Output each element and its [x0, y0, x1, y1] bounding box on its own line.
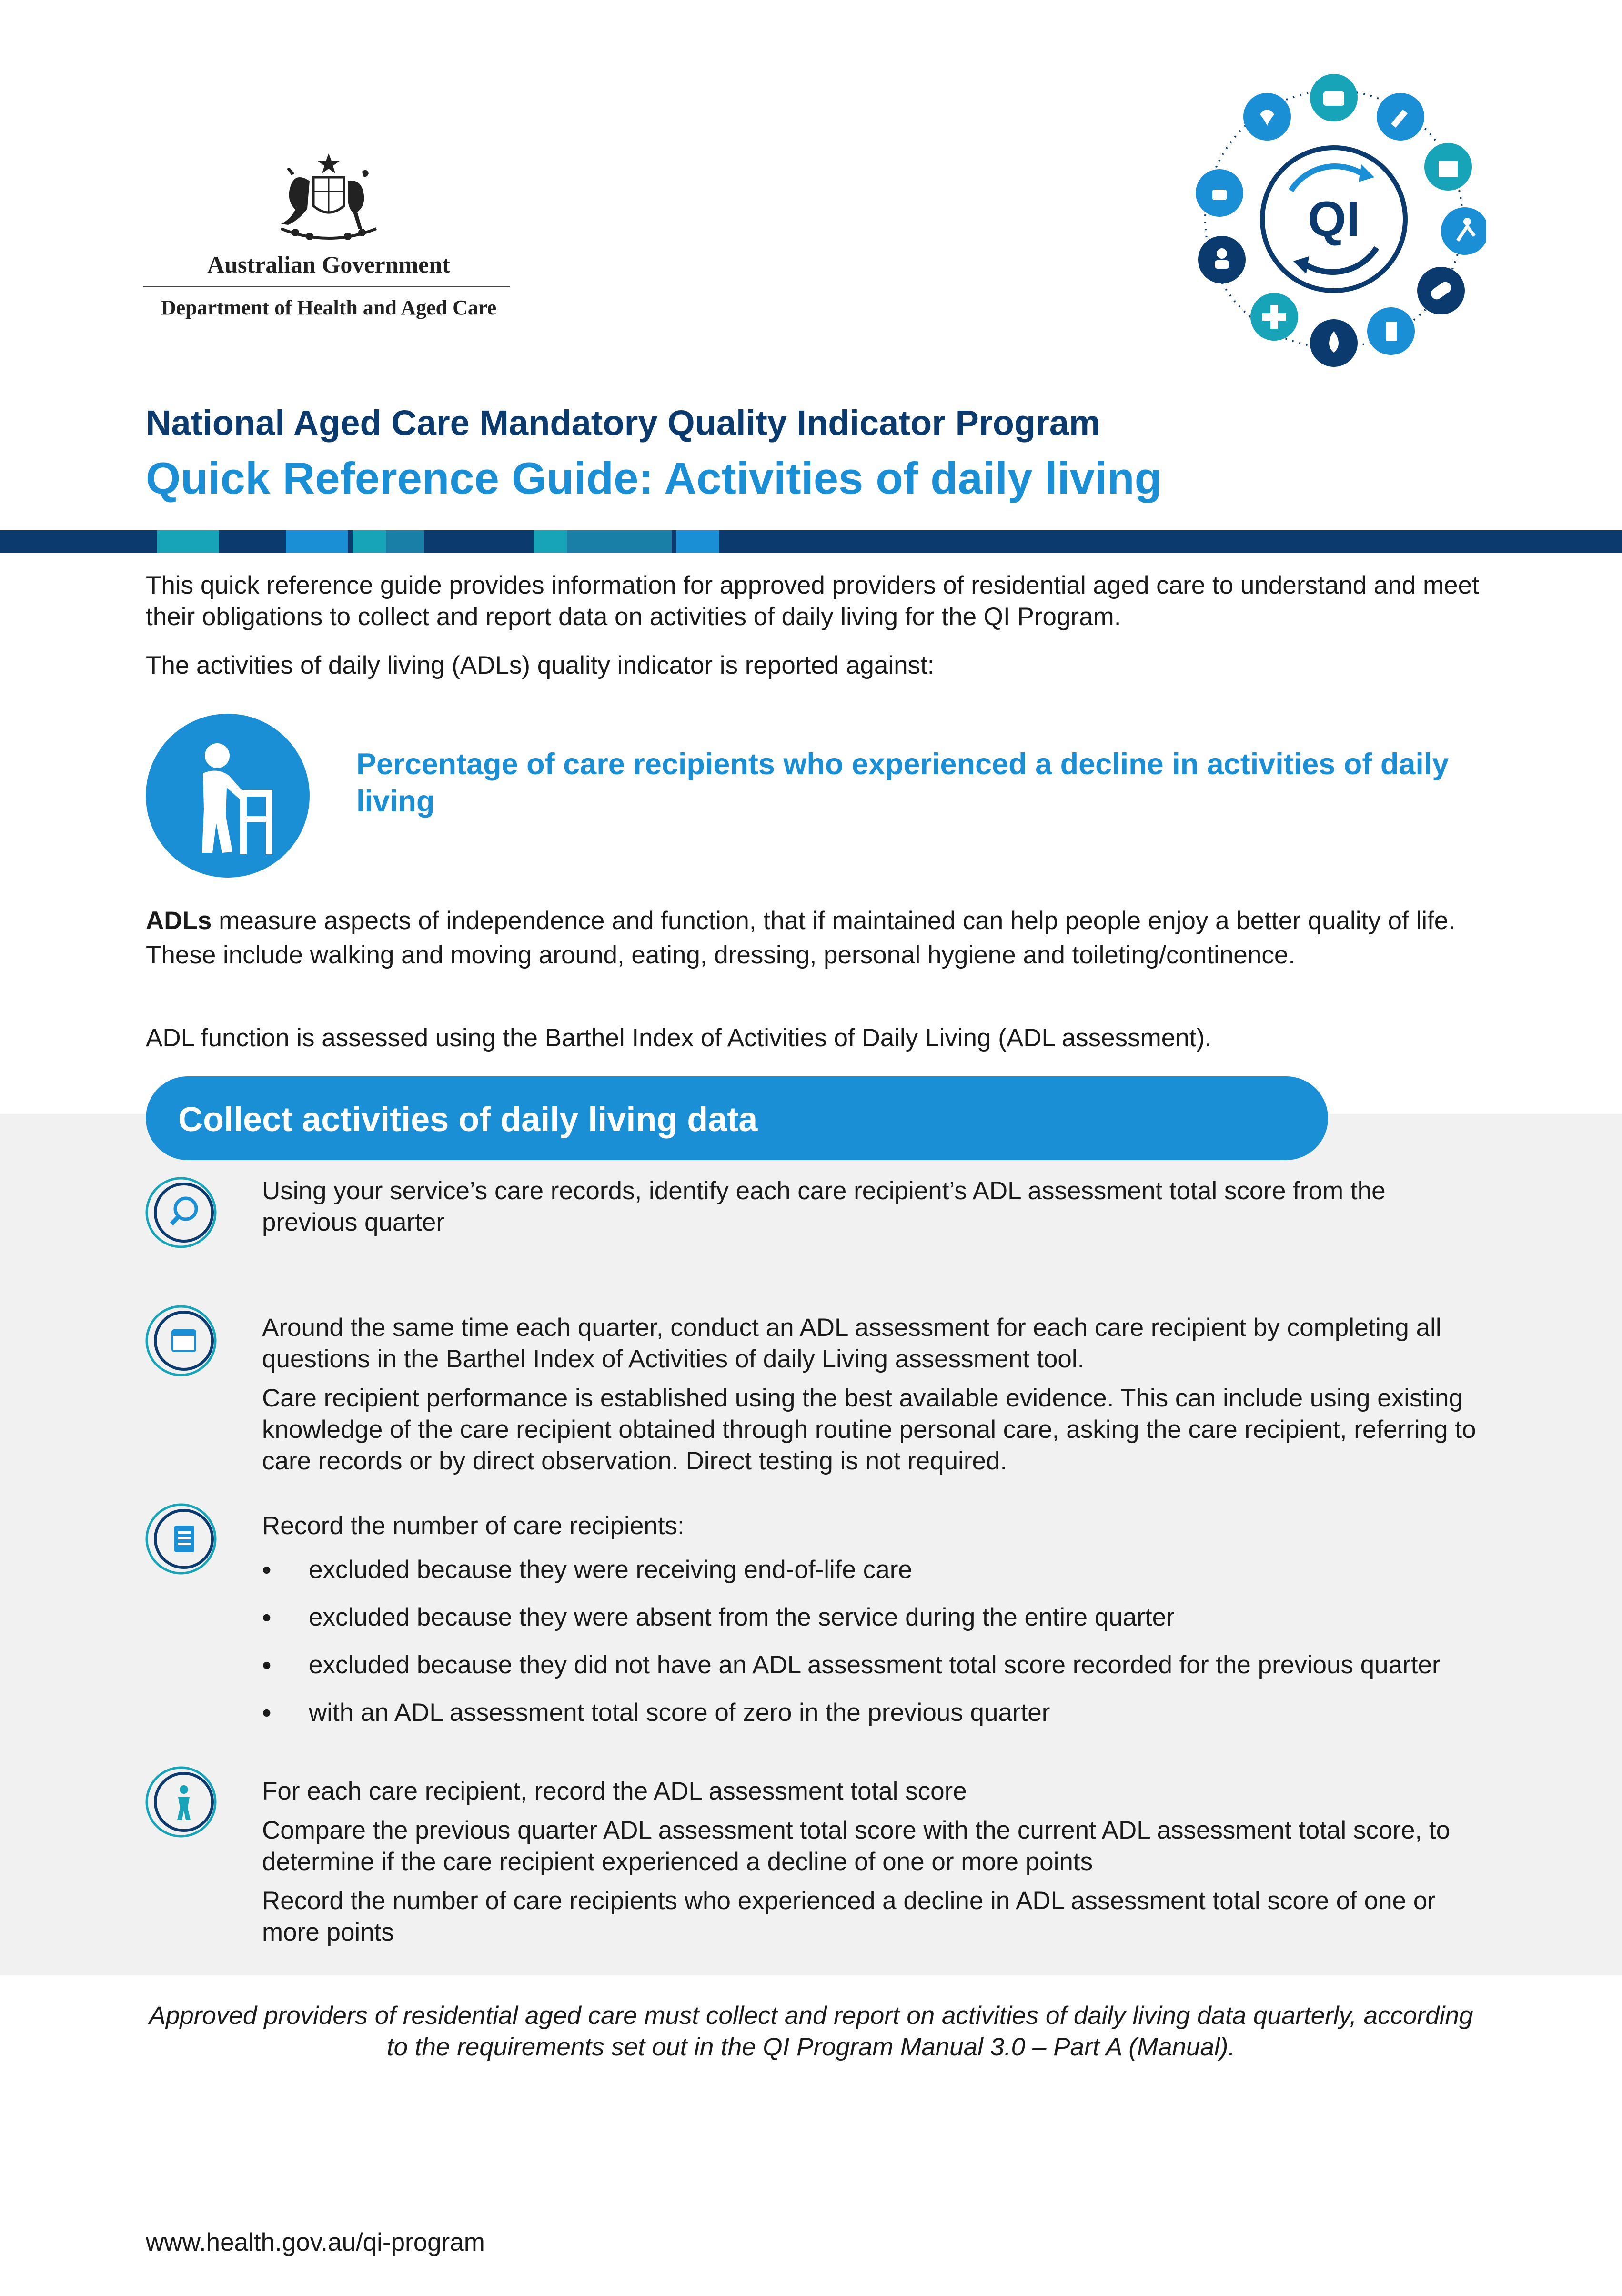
medical-cross-icon — [1250, 293, 1298, 341]
step-identify-scores — [262, 1175, 1481, 1246]
adl-function-note: ADL function is assessed using the Barthel Index of Activities of Daily Living (ADL assessment). — [146, 1024, 1212, 1052]
step-conduct-assessment — [262, 1312, 1481, 1485]
magnifier-icon — [143, 1174, 219, 1251]
falling-person-icon — [1441, 207, 1486, 255]
list-item: • with an ADL assessment total score of zero in the previous quarter — [262, 1693, 1481, 1732]
footer-url[interactable]: www.health.gov.au/qi-program — [146, 2228, 485, 2256]
thumbs-up-icon — [1196, 169, 1243, 217]
step-paragraph: Around the same time each quarter, conduct an ADL assessment for each care recipient by completing all questions in the Barthel Index of Activities of daily Living assessment tool. — [262, 1314, 1441, 1373]
document-icon — [143, 1501, 219, 1577]
list-item: • excluded because they did not have an ADL assessment total score recorded for the previous quarter — [262, 1646, 1481, 1685]
step-paragraph: For each care recipient, record the ADL assessment total score — [262, 1777, 967, 1805]
government-logo — [143, 152, 514, 329]
adls-definition-text: measure aspects of independence and function, that if maintained can help people enjoy a better quality of life. These include walking and moving around, eating, dressing, personal hygiene and toileting/continence. — [146, 907, 1455, 969]
list-item: • excluded because they were receiving end-of-life care — [262, 1550, 1481, 1589]
page-title: Quick Reference Guide: Activities of daily living — [146, 453, 1162, 503]
adls-term: ADLs — [146, 907, 212, 935]
step-paragraph: Care recipient performance is established using the best available evidence. This can include using existing knowledge of the care recipient obtained through routine personal care, asking the care recipient, referring to care records or by direct observation. Direct testing is not required. — [262, 1384, 1476, 1475]
medication-hand-icon — [1377, 93, 1424, 141]
section-header — [146, 1076, 1328, 1160]
list-item: • excluded because they were absent from the service during the entire quarter — [262, 1598, 1481, 1637]
people-group-icon — [1198, 236, 1246, 283]
indicator-statement: Percentage of care recipients who experienced a decline in activities of daily living — [356, 748, 1449, 818]
colour-band — [0, 530, 1622, 553]
badge-label: QI — [1308, 192, 1360, 247]
government-name: Australian Government — [207, 251, 450, 278]
walker-small-icon — [1367, 307, 1415, 355]
indicator-lead-in: The activities of daily living (ADLs) quality indicator is reported against: — [146, 651, 935, 679]
droplet-icon — [1310, 319, 1358, 367]
walker-icon — [146, 714, 310, 878]
program-title: National Aged Care Mandatory Quality Indicator Program — [146, 403, 1100, 443]
exclusion-list — [262, 1550, 1481, 1732]
gift-icon — [1424, 143, 1472, 191]
person-icon — [143, 1764, 219, 1840]
section-heading: Collect activities of daily living data — [178, 1101, 758, 1139]
department-name: Department of Health and Aged Care — [161, 296, 497, 319]
qi-program-badge — [1181, 71, 1486, 367]
pill-icon — [1417, 267, 1465, 314]
step-compare-scores — [262, 1776, 1481, 1956]
step-paragraph: Using your service’s care records, identify each care recipient’s ADL assessment total score from the previous quarter — [262, 1177, 1386, 1236]
coat-of-arms-icon — [262, 152, 395, 243]
step-record-exclusions — [262, 1510, 1481, 1741]
step-paragraph: Record the number of care recipients who experienced a decline in ADL assessment total score of one or more points — [262, 1887, 1436, 1946]
divider — [143, 286, 510, 287]
calendar-icon — [143, 1303, 219, 1379]
adls-definition — [146, 904, 1480, 972]
footnote: Approved providers of residential aged care must collect and report on activities of daily living data quarterly, according to the requirements set out in the QI Program Manual 3.0 – Part A (Manual). — [149, 2002, 1473, 2061]
step-paragraph: Record the number of care recipients: — [262, 1512, 685, 1540]
intro-paragraph: This quick reference guide provides information for approved providers of residential aged care to understand and meet their obligations to collect and report data on activities of daily living for the QI Program. — [146, 571, 1479, 631]
hands-heart-icon — [1243, 93, 1291, 141]
weighing-scale-icon — [1310, 74, 1358, 121]
step-paragraph: Compare the previous quarter ADL assessment total score with the current ADL assessment total score, to determine if the care recipient experienced a decline of one or more points — [262, 1816, 1451, 1876]
